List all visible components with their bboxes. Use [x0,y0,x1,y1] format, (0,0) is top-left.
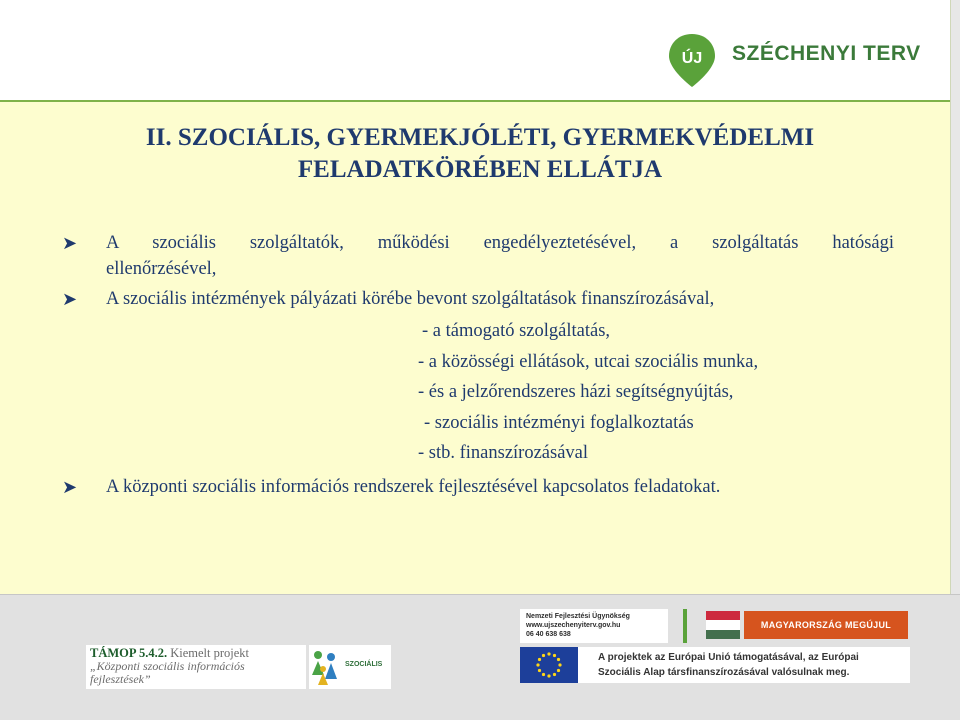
header [0,0,960,100]
eu-text-line-2: Szociális Alap társfinanszírozásával valósulnak meg. [598,667,850,678]
szocialis-logo-text: SZOCIÁLIS [345,661,383,668]
eu-support-box [520,647,910,683]
slide-body [0,102,950,594]
people-figures-icon [309,645,345,689]
nfu-contact-box [520,609,668,643]
arrowhead-bullet-icon: ➤ [62,233,78,253]
subitem-1: - a támogató szolgáltatás, [422,321,611,341]
location-pin-icon [664,32,720,88]
tamop-project-label [86,645,306,689]
szocialis-logo [309,645,391,689]
tamop-line-3: fejlesztések” [90,672,151,686]
magyarorszag-megujul-banner: MAGYARORSZÁG MEGÚJUL [744,611,908,639]
bullet-2-text: A szociális intézmények pályázati körébe bevont szolgáltatások finanszírozásával, [106,289,715,309]
slide-title [60,122,900,186]
eu-flag-icon [520,647,578,683]
eu-support-text [598,650,859,680]
right-edge-strip [950,0,960,595]
tamop-code: TÁMOP 5.4.2. [90,646,168,660]
tamop-label: Kiemelt projekt [167,646,250,660]
nfu-phone: 06 40 638 638 [526,631,571,638]
logo-brand-text: SZÉCHENYI TERV [732,42,921,65]
bullet-1-line-1: A szociális szolgáltatók, működési engedélyeztetésével, a szolgáltatás hatósági [106,233,894,253]
arrowhead-bullet-icon: ➤ [62,477,78,497]
subitem-2: - a közösségi ellátások, utcai szociális munka, [418,352,759,372]
footer [0,594,960,720]
bullet-1-line-2: ellenőrzésével, [106,259,217,279]
subitem-4: - szociális intézményi foglalkoztatás [424,413,694,433]
szechenyi-terv-logo [664,32,924,88]
hungarian-flag-icon [706,611,740,639]
nfu-website: www.ujszechenyiterv.gov.hu [526,622,621,629]
nfu-name: Nemzeti Fejlesztési Ügynökség [526,613,630,620]
green-divider [683,609,687,643]
subitem-3: - és a jelzőrendszeres házi segítségnyújtás, [418,382,734,402]
tamop-line-2: „Központi szociális információs [90,659,245,673]
eu-text-line-1: A projektek az Európai Unió támogatásával, az Európai [598,652,859,663]
title-line-1: II. SZOCIÁLIS, GYERMEKJÓLÉTI, GYERMEKVÉDELMI [145,124,815,151]
title-line-2: FELADATKÖRÉBEN ELLÁTJA [297,156,663,183]
arrowhead-bullet-icon: ➤ [62,289,78,309]
logo-pin-text: ÚJ [681,50,703,67]
subitem-5: - stb. finanszírozásával [418,443,589,463]
bullet-3-text: A központi szociális információs rendszerek fejlesztésével kapcsolatos feladatokat. [106,477,721,497]
